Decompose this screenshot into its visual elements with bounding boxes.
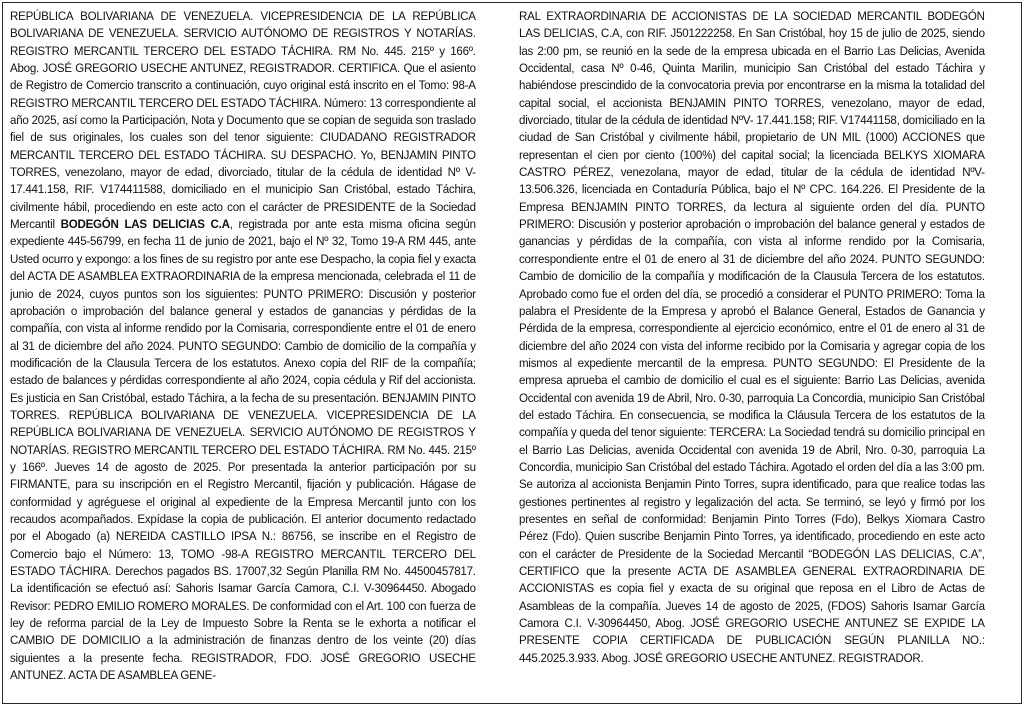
left-text-part2: , registrada por ante esta misma oficina según expediente 445-56799, en fecha 11 de junio de 2021, bajo el Nº 32, Tomo 19-A RM 445, ante Usted ocurro y expongo: a los fines de su registro por ante ese Despacho, la copia fiel y exacta del ACTA DE ASAMBLEA EXTRAORDINARIA de la empresa mencionada, celebrada el 11 de junio de 2024, cuyos puntos son los siguientes: PUNTO PRIMERO: Discusión y posterior aprobación o improbación del balance general y estados de ganancias y pérdidas de la compañía, con vista al informe rendido por la Comisaria, correspondiente entre el 01 de enero al 31 de diciembre del año 2024. PUNTO SEGUNDO: Cambio de domicilio de la compañía y modificación de la Clausula Tercera de los estatutos. Anexo copia del RIF de la compañía; estado de balances y pérdidas correspondiente al año 2024, copia cédula y Rif del accionista. Es justicia en San Cristóbal, estado Táchira, a la fecha de su presentación. BENJAMIN PINTO TORRES. REPÚBLICA BOLIVARIANA DE VENEZUELA. VICEPRESIDENCIA DE LA REPÚBLICA BOLIVARIANA DE VENEZUELA. SERVICIO AUTÓNOMO DE REGISTROS Y NOTARÍAS. REGISTRO MERCANTIL TERCERO DEL ESTADO TÁCHIRA. RM No. 445. 215º y 166º. Jueves 14 de agosto de 2025. Por presentada la anterior participación por su FIRMANTE, para su inscripción en el Registro Mercantil, fijación y publicación. Hágase de conformidad y agréguese el original al expediente de la Empresa Mercantil junto con los recaudos acompañados. Expídase la copia de publicación. El anterior documento redactado por el Abogado (a) NEREIDA CASTILLO IPSA N.: 86756, se inscribe en el Registro de Comercio bajo el Número: 13, TOMO -98-A REGISTRO MERCANTIL TERCERO DEL ESTADO TÁCHIRA. Derechos pagados BS. 17007,32 Según Planilla RM No. 44500457817. La identificación se efectuó así: Sahoris Isamar García Camora, C.I. V-30964450. Abogado Revisor: PEDRO EMILIO ROMERO MORALES. De conformidad con el Art. 100 con fuerza de ley de reforma parcial de la Ley de Impuesto Sobre la Renta se le exhorta a notificar el CAMBIO DE DOMICILIO a la administración de finanzas dentro de los veinte (20) días siguientes a la presente fecha. REGISTRADOR, FDO. JOSÉ GREGORIO USECHE ANTUNEZ. ACTA DE ASAMBLEA GENE- <box>10 217 476 683</box>
left-text-part1: REPÚBLICA BOLIVARIANA DE VENEZUELA. VICEPRESIDENCIA DE LA REPÚBLICA BOLIVARIANA DE VENEZUELA. SERVICIO AUTÓNOMO DE REGISTROS Y NOTARÍAS. REGISTRO MERCANTIL TERCERO DEL ESTADO TÁCHIRA. RM No. 445. 215º y 166º. Abog. JOSÉ GREGORIO USECHE ANTUNEZ, REGISTRADOR. CERTIFICA. Que el asiento de Registro de Comercio transcrito a continuación, cuyo original está inscrito en el Tomo: 98-A REGISTRO MERCANTIL TERCERO DEL ESTADO TÁCHIRA. Número: 13 correspondiente al año 2025, así como la Participación, Nota y Documento que se copian de seguida son traslado fiel de sus originales, los cuales son del tenor siguiente: CIUDADANO REGISTRADOR MERCANTIL TERCERO DEL ESTADO TÁCHIRA. SU DESPACHO. Yo, BENJAMIN PINTO TORRES, venezolano, mayor de edad, divorciado, titular de la cédula de identidad Nº V- 17.441.158, RIF. V174411588, domiciliado en el municipio San Cristóbal, estado Táchira, civilmente hábil, procediendo en este acto con el carácter de PRESIDENTE de la Sociedad Mercantil <box>10 9 476 232</box>
legal-notice <box>2 2 1022 704</box>
left-column-text <box>10 8 476 684</box>
company-name-bold: BODEGÓN LAS DELICIAS C.A <box>60 217 230 232</box>
right-column <box>519 8 985 699</box>
left-column <box>10 8 476 699</box>
right-column-text: RAL EXTRAORDINARIA DE ACCIONISTAS DE LA SOCIEDAD MERCANTIL BODEGÓN LAS DELICIAS, C.A, con RIF. J501222258. En San Cristóbal, hoy 15 de julio de 2025, siendo las 2:00 pm, se reunió en la sede de la empresa ubicada en el Barrio Las Delicias, Avenida Occidental, casa Nº 0-46, Quinta Marilin, municipio San Cristóbal del estado Táchira y habiéndose prescindido de la convocatoria previa por encontrarse en la misma la totalidad del capital social, el accionista BENJAMIN PINTO TORRES, venezolano, mayor de edad, divorciado, titular de la cédula de identidad NºV- 17.441.158; RIF. V17441158, domiciliado en la ciudad de San Cristóbal y civilmente hábil, propietario de UN MIL (1000) ACCIONES que representan el cien por ciento (100%) del capital social; la licenciada BELKYS XIOMARA CASTRO PÉREZ, venezolana, mayor de edad, titular de la cédula de identidad NºV- 13.506.326, licenciada en Contaduría Pública, bajo el Nº CPC. 164.226. El Presidente de la Empresa BENJAMIN PINTO TORRES, da lectura al siguiente orden del día. PUNTO PRIMERO: Discusión y posterior aprobación o improbación del balance general y estados de ganancias y pérdidas de la compañía, con vista al informe rendido por la Comisaria, correspondiente entre el 01 de enero al 31 de diciembre del año 2024. PUNTO SEGUNDO: Cambio de domicilio de la compañía y modificación de la Clausula Tercera de los estatutos. Aprobado como fue el orden del día, se procedió a considerar el PUNTO PRIMERO: Toma la palabra el Presidente de la Empresa y aprobó el Balance General, Estados de Ganancia y Pérdida de la empresa, correspondiente al ejercicio económico, entre el 01 de enero al 31 de diciembre del año 2024 con vista del informe recibido por la Comisaria y agregar copia de los mismos al expediente mercantil de la empresa. PUNTO SEGUNDO: El Presidente de la empresa aprueba el cambio de domicilio el cual es el siguiente: Barrio Las Delicias, avenida Occidental con avenida 19 de Abril, Nro. 0-30, parroquia La Concordia, municipio San Cristóbal del estado Táchira. En consecuencia, se modifica la Cláusula Tercera de los estatutos de la compañía y queda del tenor siguiente: TERCERA: La Sociedad tendrá su domicilio principal en el Barrio Las Delicias, avenida Occidental con avenida 19 de Abril, Nro. 0-30, parroquia La Concordia, municipio San Cristóbal del estado Táchira. Agotado el orden del día a las 3:00 pm. Se autoriza al accionista Benjamin Pinto Torres, supra identificado, para que realice todas las gestiones pertinentes al registro y legalización del acta. Se terminó, se leyó y firmó por los presentes en señal de conformidad: Benjamin Pinto Torres (Fdo), Belkys Xiomara Castro Pérez (Fdo). Quien suscribe Benjamin Pinto Torres, ya identificado, procediendo en este acto con el carácter de Presidente de la Sociedad Mercantil “BODEGÓN LAS DELICIAS, C.A”, CERTIFICO que la presente ACTA DE ASAMBLEA GENERAL EXTRAORDINARIA DE ACCIONISTAS es copia fiel y exacta de su original que reposa en el Libro de Actas de Asambleas de la compañía. Jueves 14 de agosto de 2025, (FDOS) Sahoris Isamar García Camora C.I. V-30964450, Abog. JOSÉ GREGORIO USECHE ANTUNEZ SE EXPIDE LA PRESENTE COPIA CERTIFICADA DE PUBLICACIÓN SEGÚN PLANILLA NO.: 445.2025.3.933. Abog. JOSÉ GREGORIO USECHE ANTUNEZ. REGISTRADOR. <box>518 9 985 665</box>
